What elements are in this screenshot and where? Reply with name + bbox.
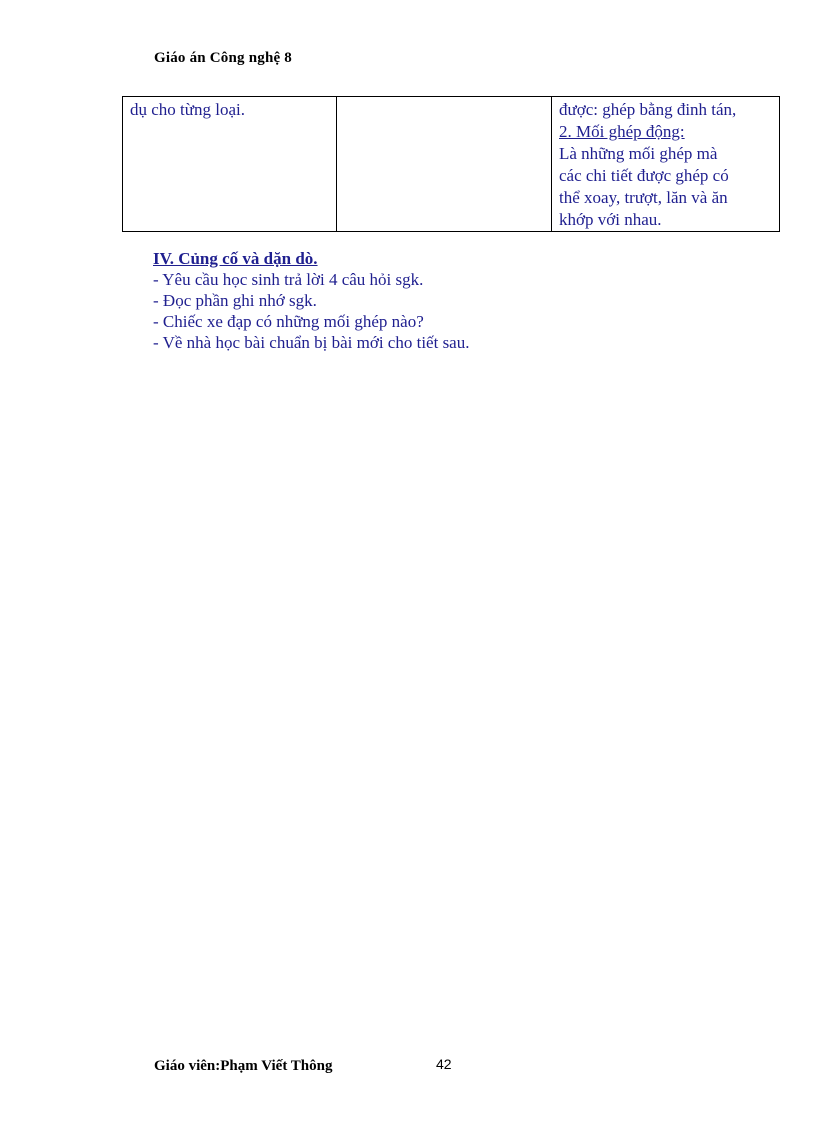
cell-subheading: 2. Mối ghép động: (559, 122, 685, 141)
page-header-title: Giáo án Công nghệ 8 (154, 50, 292, 66)
cell-line: dụ cho từng loại. (130, 100, 245, 119)
list-item: - Về nhà học bài chuẩn bị bài mới cho tiết sau. (153, 333, 470, 352)
list-item: - Chiếc xe đạp có những mối ghép nào? (153, 312, 424, 331)
list-item: - Yêu cầu học sinh trả lời 4 câu hỏi sgk. (153, 270, 424, 289)
list-item: - Đọc phần ghi nhớ sgk. (153, 291, 317, 310)
table-cell-notes (552, 97, 780, 232)
page-number: 42 (436, 1056, 452, 1072)
section-title: IV. Củng cố và dặn dò. (153, 249, 318, 268)
cell-line: các chi tiết được ghép có (559, 166, 729, 185)
cell-line: Là những mối ghép mà (559, 144, 718, 163)
lesson-table (122, 96, 780, 232)
table-cell-empty (337, 97, 552, 232)
footer-teacher: Giáo viên:Phạm Viết Thông (154, 1058, 333, 1074)
table-cell-content (123, 97, 337, 232)
cell-line: được: ghép bằng đinh tán, (559, 100, 737, 119)
cell-line: thể xoay, trượt, lăn và ăn (559, 188, 728, 207)
consolidation-section (153, 248, 469, 353)
table-row (123, 97, 780, 232)
cell-line: khớp với nhau. (559, 210, 662, 229)
